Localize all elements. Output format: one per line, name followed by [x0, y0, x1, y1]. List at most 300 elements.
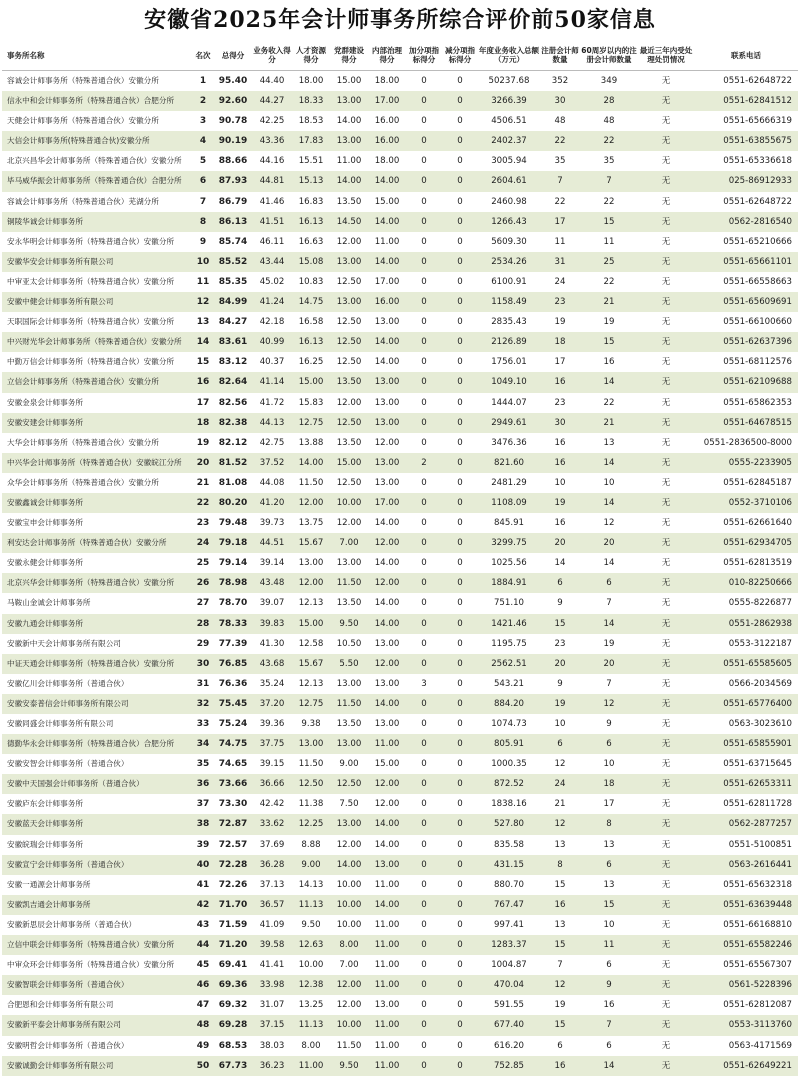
penalty-record-cell: 无 — [661, 638, 671, 649]
table-row — [2, 935, 798, 955]
rank-header: 名次 — [192, 40, 214, 71]
table-row — [2, 212, 798, 232]
annual-revenue-cell: 2126.89 — [478, 332, 540, 352]
governance-score-cell: 16.00 — [368, 131, 406, 151]
business-income-score-cell: 41.24 — [252, 292, 292, 312]
table-row — [2, 71, 798, 92]
firm-name-cell: 安永华明会计师事务所（特殊普通合伙）安徽分所 — [7, 236, 175, 246]
annual-revenue-cell: 2460.98 — [491, 196, 527, 207]
bonus-score-cell: 0 — [406, 935, 442, 955]
deduction-score-cell: 0 — [457, 76, 463, 86]
rank-cell: 3 — [199, 116, 207, 127]
governance-score-cell: 12.00 — [374, 799, 400, 810]
party-building-score-cell: 12.50 — [330, 332, 368, 352]
bonus-score-cell: 0 — [421, 759, 427, 770]
total-score-header: 总得分 — [214, 40, 252, 71]
phone-cell: 0551-65336618 — [723, 156, 792, 167]
phone-cell: 0551-65632318 — [723, 879, 792, 890]
talent-score-cell: 13.00 — [298, 558, 324, 569]
cpa-under-60-count-cell: 21 — [580, 413, 638, 433]
cpa-count-cell: 12 — [554, 759, 566, 770]
annual-revenue-cell: 527.80 — [478, 814, 540, 834]
rank-cell: 9 — [199, 236, 207, 247]
annual-revenue-cell: 872.52 — [478, 774, 540, 794]
phone-cell: 0551-62813519 — [723, 558, 792, 569]
penalty-record-cell: 无 — [661, 437, 671, 448]
table-row — [2, 553, 798, 573]
cpa-count-cell: 35 — [554, 156, 566, 167]
penalty-record-cell: 无 — [661, 960, 671, 971]
penalty-record-cell: 无 — [661, 196, 671, 207]
annual-revenue-cell: 1444.07 — [491, 397, 527, 408]
firm-name-cell: 安徽凯吉通会计师事务所 — [2, 895, 192, 915]
deduction-score-cell: 0 — [442, 171, 478, 191]
business-income-score-cell: 42.75 — [259, 437, 285, 448]
deduction-score-header: 减分项指标得分 — [442, 40, 478, 71]
cpa-count-cell: 20 — [540, 533, 580, 553]
total-score-cell: 72.57 — [218, 839, 248, 850]
talent-score-cell: 12.13 — [298, 678, 324, 689]
party-building-score-cell: 5.50 — [330, 654, 368, 674]
talent-score-cell: 16.58 — [298, 317, 324, 328]
cpa-under-60-count-cell: 14 — [580, 1056, 638, 1076]
total-score-cell: 80.20 — [214, 493, 252, 513]
deduction-score-cell: 0 — [457, 960, 463, 971]
cpa-under-60-count-cell: 35 — [603, 156, 615, 167]
talent-score-cell: 10.00 — [298, 960, 324, 971]
business-income-score-cell: 37.75 — [252, 734, 292, 754]
annual-revenue-cell: 752.85 — [478, 1056, 540, 1076]
table-row — [2, 171, 798, 191]
party-building-score-cell: 13.00 — [336, 558, 362, 569]
party-building-score-cell: 14.50 — [330, 212, 368, 232]
governance-score-cell: 14.00 — [374, 518, 400, 529]
governance-score-cell: 11.00 — [368, 935, 406, 955]
party-building-score-cell: 13.00 — [336, 678, 362, 689]
firm-name-cell: 天健会计师事务所（特殊普通合伙）安徽分所 — [7, 116, 159, 126]
phone-cell: 0551-66558663 — [723, 276, 792, 287]
total-score-cell: 68.53 — [218, 1040, 248, 1051]
table-row — [2, 875, 798, 895]
governance-score-cell: 12.00 — [374, 437, 400, 448]
business-income-score-cell: 41.30 — [259, 638, 285, 649]
penalty-record-cell: 无 — [661, 759, 671, 770]
penalty-record-cell: 无 — [638, 935, 694, 955]
governance-score-cell: 14.00 — [368, 694, 406, 714]
rank-cell: 18 — [192, 413, 214, 433]
penalty-record-cell: 无 — [638, 1015, 694, 1035]
talent-score-cell: 8.88 — [301, 839, 321, 850]
total-score-cell: 87.93 — [214, 171, 252, 191]
table-row — [2, 232, 798, 252]
cpa-count-cell: 16 — [540, 453, 580, 473]
cpa-count-cell: 19 — [540, 493, 580, 513]
business-income-score-cell: 41.41 — [259, 960, 285, 971]
deduction-score-cell: 0 — [442, 774, 478, 794]
cpa-under-60-count-cell: 9 — [580, 975, 638, 995]
phone-cell: 0551-62841512 — [694, 91, 798, 111]
cpa-count-cell: 15 — [540, 935, 580, 955]
rank-cell: 48 — [192, 1015, 214, 1035]
phone-cell: 0551-65661101 — [694, 252, 798, 272]
firm-name-cell: 铜陵华诚会计师事务所 — [2, 212, 192, 232]
phone-cell: 0551-65862353 — [723, 397, 792, 408]
total-score-cell: 69.28 — [214, 1015, 252, 1035]
total-score-cell: 85.74 — [218, 236, 248, 247]
cpa-under-60-count-cell: 15 — [580, 895, 638, 915]
total-score-cell: 76.85 — [214, 654, 252, 674]
rank-cell: 28 — [192, 614, 214, 634]
table-row — [2, 453, 798, 473]
annual-revenue-cell: 4506.51 — [491, 116, 527, 127]
phone-cell: 0553-3122187 — [728, 638, 792, 649]
governance-score-cell: 11.00 — [374, 236, 400, 247]
cpa-count-cell: 7 — [557, 960, 563, 971]
talent-score-cell: 12.00 — [292, 573, 330, 593]
table-row — [2, 573, 798, 593]
business-income-score-cell: 43.36 — [252, 131, 292, 151]
annual-revenue-cell: 845.91 — [493, 518, 525, 529]
talent-score-cell: 15.67 — [292, 654, 330, 674]
cpa-under-60-count-cell: 22 — [603, 397, 615, 408]
deduction-score-cell: 0 — [457, 678, 463, 689]
governance-score-cell: 13.00 — [374, 397, 400, 408]
party-building-score-header: 党群建设得分 — [330, 40, 368, 71]
annual-revenue-cell: 3299.75 — [478, 533, 540, 553]
annual-revenue-cell: 1000.35 — [491, 759, 527, 770]
rank-cell: 26 — [192, 573, 214, 593]
rank-cell: 34 — [192, 734, 214, 754]
party-building-score-cell: 11.50 — [330, 694, 368, 714]
total-score-cell: 84.27 — [218, 317, 248, 328]
cpa-under-60-count-cell: 11 — [580, 935, 638, 955]
phone-cell: 0551-62648722 — [723, 196, 792, 207]
governance-score-cell: 14.00 — [368, 814, 406, 834]
governance-score-cell: 11.00 — [368, 1056, 406, 1076]
phone-cell: 0566-2034569 — [728, 678, 792, 689]
phone-cell: 0563-4171569 — [728, 1040, 792, 1051]
deduction-score-cell: 0 — [457, 397, 463, 408]
business-income-score-cell: 33.62 — [252, 814, 292, 834]
talent-score-cell: 11.50 — [298, 759, 324, 770]
business-income-score-cell: 44.27 — [252, 91, 292, 111]
total-score-cell: 83.12 — [218, 357, 248, 368]
cpa-count-cell: 19 — [554, 317, 566, 328]
cpa-under-60-count-cell: 16 — [603, 357, 615, 368]
deduction-score-cell: 0 — [457, 1040, 463, 1051]
cpa-count-cell: 11 — [554, 236, 566, 247]
rank-cell: 37 — [196, 799, 210, 810]
penalty-record-cell: 无 — [661, 919, 671, 930]
rank-cell: 27 — [196, 598, 210, 609]
table-row — [2, 895, 798, 915]
bonus-score-cell: 0 — [406, 895, 442, 915]
firm-name-cell: 容诚会计师事务所（特殊普通合伙）芜湖分所 — [7, 196, 159, 206]
cpa-count-cell: 16 — [540, 372, 580, 392]
talent-score-cell: 15.83 — [298, 397, 324, 408]
cpa-count-cell: 23 — [554, 638, 566, 649]
business-income-score-cell: 37.13 — [259, 879, 285, 890]
business-income-score-cell: 37.69 — [259, 839, 285, 850]
rank-cell: 32 — [192, 694, 214, 714]
business-income-score-cell: 41.72 — [259, 397, 285, 408]
cpa-count-cell: 9 — [557, 678, 563, 689]
cpa-count-cell: 6 — [540, 573, 580, 593]
party-building-score-cell: 14.00 — [330, 171, 368, 191]
business-income-score-cell: 42.42 — [259, 799, 285, 810]
deduction-score-cell: 0 — [442, 252, 478, 272]
annual-revenue-cell: 3476.36 — [491, 437, 527, 448]
governance-score-cell: 11.00 — [374, 919, 400, 930]
business-income-score-cell: 43.68 — [252, 654, 292, 674]
talent-score-cell: 12.50 — [292, 774, 330, 794]
cpa-under-60-count-header: 60周岁以内的注册会计师数量 — [580, 40, 638, 71]
deduction-score-cell: 0 — [457, 196, 463, 207]
cpa-under-60-count-cell: 11 — [603, 236, 615, 247]
penalty-record-cell: 无 — [661, 116, 671, 127]
total-score-cell: 71.59 — [218, 919, 248, 930]
governance-score-cell: 12.00 — [368, 533, 406, 553]
cpa-count-cell: 16 — [540, 1056, 580, 1076]
phone-header: 联系电话 — [694, 40, 798, 71]
cpa-under-60-count-cell: 13 — [603, 437, 615, 448]
cpa-under-60-count-cell: 12 — [603, 518, 615, 529]
table-row — [2, 252, 798, 272]
firm-name-cell: 中审亚太会计师事务所（特殊普通合伙）安徽分所 — [7, 276, 175, 286]
penalty-record-cell: 无 — [661, 719, 671, 729]
talent-score-cell: 12.58 — [298, 638, 324, 649]
bonus-score-cell: 2 — [406, 453, 442, 473]
total-score-cell: 77.39 — [218, 638, 248, 649]
rank-cell: 6 — [192, 171, 214, 191]
cpa-under-60-count-cell: 7 — [606, 598, 612, 609]
business-income-score-cell: 36.66 — [252, 774, 292, 794]
governance-score-cell: 13.00 — [368, 453, 406, 473]
business-income-score-cell: 39.07 — [259, 598, 285, 609]
party-building-score-cell: 8.00 — [330, 935, 368, 955]
penalty-record-cell: 无 — [661, 1000, 671, 1011]
total-score-cell: 69.32 — [218, 1000, 248, 1011]
total-score-cell: 82.38 — [214, 413, 252, 433]
business-income-score-cell: 36.28 — [252, 855, 292, 875]
cpa-under-60-count-cell: 349 — [600, 76, 618, 86]
talent-score-cell: 17.83 — [292, 131, 330, 151]
table-row — [2, 473, 798, 493]
total-score-cell: 90.78 — [218, 116, 248, 127]
annual-revenue-cell: 2949.61 — [478, 413, 540, 433]
governance-score-cell: 13.00 — [368, 413, 406, 433]
phone-cell: 0551-66168810 — [723, 919, 792, 930]
bonus-score-cell: 0 — [406, 372, 442, 392]
cpa-count-cell: 22 — [540, 131, 580, 151]
penalty-record-cell: 无 — [638, 855, 694, 875]
party-building-score-cell: 10.00 — [330, 493, 368, 513]
talent-score-cell: 16.13 — [292, 212, 330, 232]
penalty-record-cell: 无 — [638, 332, 694, 352]
bonus-score-cell: 0 — [406, 614, 442, 634]
deduction-score-cell: 0 — [442, 734, 478, 754]
governance-score-cell: 18.00 — [374, 76, 400, 86]
party-building-score-cell: 13.50 — [336, 437, 362, 448]
table-row — [2, 734, 798, 754]
firm-name-cell: 安徽新平泰会计师事务所有限公司 — [2, 1015, 192, 1035]
bonus-score-header: 加分项指标得分 — [406, 40, 442, 71]
cpa-under-60-count-cell: 16 — [603, 1000, 615, 1011]
party-building-score-cell: 7.50 — [339, 799, 359, 810]
cpa-count-cell: 8 — [540, 855, 580, 875]
table-row — [2, 292, 798, 312]
annual-revenue-cell: 1049.10 — [478, 372, 540, 392]
governance-score-cell: 11.00 — [374, 879, 400, 890]
total-score-cell: 72.26 — [218, 879, 248, 890]
rank-cell: 47 — [196, 1000, 210, 1011]
bonus-score-cell: 0 — [421, 437, 427, 448]
cpa-count-cell: 15 — [540, 1015, 580, 1035]
table-row — [2, 272, 798, 292]
firm-name-cell: 天职国际会计师事务所（特殊普通合伙）安徽分所 — [7, 317, 175, 327]
business-income-score-cell: 37.20 — [252, 694, 292, 714]
bonus-score-cell: 0 — [406, 493, 442, 513]
table-row — [2, 714, 798, 734]
annual-revenue-cell: 880.70 — [493, 879, 525, 890]
business-income-score-cell: 42.25 — [259, 116, 285, 127]
total-score-cell: 72.28 — [214, 855, 252, 875]
table-row — [2, 855, 798, 875]
talent-score-cell: 12.00 — [292, 493, 330, 513]
governance-score-cell: 12.00 — [368, 573, 406, 593]
talent-score-cell: 15.00 — [292, 614, 330, 634]
table-row — [2, 794, 798, 814]
penalty-record-cell: 无 — [638, 252, 694, 272]
governance-score-cell: 14.00 — [368, 614, 406, 634]
cpa-count-cell: 13 — [554, 919, 566, 930]
total-score-cell: 79.48 — [218, 518, 248, 529]
annual-revenue-cell: 751.10 — [493, 598, 525, 609]
party-building-score-cell: 11.50 — [336, 1040, 362, 1051]
rank-cell: 46 — [192, 975, 214, 995]
business-income-score-cell: 43.44 — [252, 252, 292, 272]
firm-name-cell: 容诚会计师事务所（特殊普通合伙）安徽分所 — [7, 76, 159, 85]
party-building-score-cell: 13.00 — [330, 131, 368, 151]
governance-score-cell: 13.00 — [374, 1000, 400, 1011]
talent-score-cell: 10.83 — [298, 276, 324, 287]
governance-score-cell: 14.00 — [368, 212, 406, 232]
firm-name-cell: 中兴华会计师事务所（特殊普通合伙）安徽皖江分所 — [2, 453, 192, 473]
deduction-score-cell: 0 — [442, 1015, 478, 1035]
penalty-record-cell: 无 — [638, 91, 694, 111]
rank-cell: 17 — [196, 397, 210, 408]
cpa-under-60-count-cell: 13 — [603, 879, 615, 890]
bonus-score-cell: 0 — [421, 196, 427, 207]
cpa-under-60-count-cell: 7 — [606, 678, 612, 689]
rank-cell: 35 — [196, 759, 210, 770]
rank-cell: 2 — [192, 91, 214, 111]
bonus-score-cell: 0 — [421, 638, 427, 649]
phone-cell: 0551-65776400 — [694, 694, 798, 714]
total-score-cell: 81.52 — [214, 453, 252, 473]
phone-cell: 0551-62934705 — [694, 533, 798, 553]
cpa-count-cell: 10 — [554, 477, 566, 488]
phone-cell: 0551-63639448 — [694, 895, 798, 915]
total-score-cell: 92.60 — [214, 91, 252, 111]
annual-revenue-cell: 1074.73 — [491, 719, 527, 729]
total-score-cell: 73.30 — [218, 799, 248, 810]
talent-score-header: 人才资源得分 — [292, 40, 330, 71]
cpa-count-cell: 23 — [554, 397, 566, 408]
cpa-count-cell: 9 — [557, 598, 563, 609]
party-building-score-cell: 15.00 — [336, 76, 362, 86]
firm-name-cell: 北京兴昌华会计师事务所（特殊普通合伙）安徽分所 — [7, 156, 182, 166]
table-row — [2, 614, 798, 634]
deduction-score-cell: 0 — [442, 814, 478, 834]
cpa-count-cell: 18 — [540, 332, 580, 352]
cpa-under-60-count-cell: 9 — [606, 719, 612, 729]
party-building-score-cell: 13.50 — [330, 372, 368, 392]
cpa-count-cell: 30 — [540, 413, 580, 433]
penalty-record-cell: 无 — [638, 493, 694, 513]
business-income-score-cell: 44.51 — [252, 533, 292, 553]
total-score-cell: 75.45 — [214, 694, 252, 714]
rank-cell: 30 — [192, 654, 214, 674]
governance-score-cell: 13.00 — [374, 317, 400, 328]
cpa-count-cell: 20 — [540, 654, 580, 674]
phone-cell: 0551-62811728 — [723, 799, 792, 810]
business-income-score-header: 业务收入得分 — [252, 40, 292, 71]
cpa-under-60-count-cell: 7 — [580, 171, 638, 191]
party-building-score-cell: 7.00 — [339, 960, 359, 971]
table-row — [2, 372, 798, 392]
firm-name-cell: 安徽皖瑞会计师事务所 — [7, 839, 83, 849]
party-building-score-cell: 14.00 — [336, 116, 362, 127]
phone-cell: 0551-62661640 — [723, 518, 792, 529]
firm-name-cell: 中审众环会计师事务所（特殊普通合伙）安徽分所 — [7, 960, 175, 970]
business-income-score-cell: 36.57 — [252, 895, 292, 915]
firm-name-cell: 安徽金泉会计师事务所 — [7, 397, 83, 407]
party-building-score-cell: 11.50 — [330, 573, 368, 593]
phone-cell: 010-82250666 — [694, 573, 798, 593]
cpa-under-60-count-cell: 13 — [603, 839, 615, 850]
annual-revenue-cell: 616.20 — [493, 1040, 525, 1051]
business-income-score-cell: 39.73 — [259, 518, 285, 529]
bonus-score-cell: 0 — [421, 236, 427, 247]
annual-revenue-cell: 805.91 — [478, 734, 540, 754]
bonus-score-cell: 0 — [406, 332, 442, 352]
talent-score-cell: 16.83 — [298, 196, 324, 207]
phone-cell: 0551-65855901 — [694, 734, 798, 754]
bonus-score-cell: 0 — [406, 533, 442, 553]
annual-revenue-cell: 2402.37 — [478, 131, 540, 151]
annual-revenue-cell: 2835.43 — [491, 317, 527, 328]
cpa-under-60-count-cell: 12 — [580, 694, 638, 714]
phone-cell: 0551-68112576 — [723, 357, 792, 368]
phone-cell: 0551-63855675 — [694, 131, 798, 151]
table-row — [2, 1056, 798, 1076]
penalty-record-cell: 无 — [661, 1040, 671, 1051]
governance-score-cell: 13.00 — [368, 372, 406, 392]
talent-score-cell: 16.63 — [298, 236, 324, 247]
talent-score-cell: 12.38 — [292, 975, 330, 995]
bonus-score-cell: 0 — [406, 975, 442, 995]
bonus-score-cell: 0 — [421, 598, 427, 609]
bonus-score-cell: 0 — [421, 919, 427, 930]
talent-score-cell: 11.50 — [298, 477, 324, 488]
rank-cell: 14 — [192, 332, 214, 352]
cpa-count-cell: 21 — [554, 799, 566, 810]
penalty-record-cell: 无 — [638, 292, 694, 312]
talent-score-cell: 12.63 — [292, 935, 330, 955]
business-income-score-cell: 44.08 — [259, 477, 285, 488]
table-row — [2, 814, 798, 834]
